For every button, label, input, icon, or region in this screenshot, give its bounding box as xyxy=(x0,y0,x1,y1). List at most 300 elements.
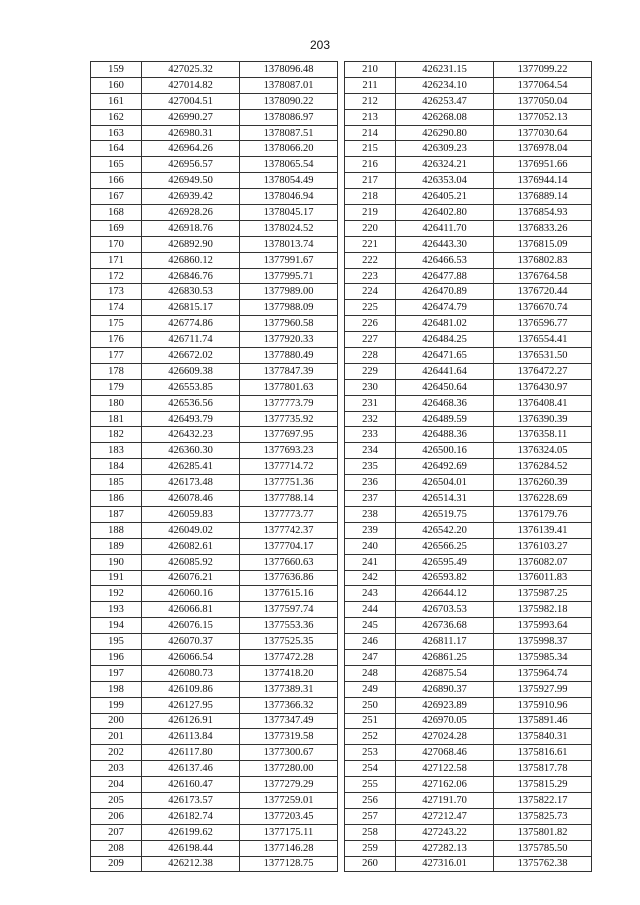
table-row xyxy=(91,77,338,93)
y-coordinate-cell: 1377788.14 xyxy=(240,491,338,507)
y-coordinate-cell: 1376944.14 xyxy=(494,173,592,189)
x-coordinate-cell: 426964.26 xyxy=(142,141,240,157)
y-coordinate-cell: 1378045.17 xyxy=(240,205,338,221)
x-coordinate-cell: 426488.36 xyxy=(396,427,494,443)
table-row xyxy=(345,586,592,602)
table-row xyxy=(91,618,338,634)
point-number-cell: 185 xyxy=(91,475,142,491)
y-coordinate-cell: 1376284.52 xyxy=(494,459,592,475)
x-coordinate-cell: 426309.23 xyxy=(396,141,494,157)
x-coordinate-cell: 427191.70 xyxy=(396,792,494,808)
x-coordinate-cell: 426595.49 xyxy=(396,554,494,570)
x-coordinate-cell: 426082.61 xyxy=(142,538,240,554)
table-row xyxy=(345,634,592,650)
x-coordinate-cell: 426253.47 xyxy=(396,93,494,109)
y-coordinate-cell: 1375927.99 xyxy=(494,681,592,697)
y-coordinate-cell: 1377300.67 xyxy=(240,745,338,761)
y-coordinate-cell: 1377050.04 xyxy=(494,93,592,109)
y-coordinate-cell: 1377693.23 xyxy=(240,443,338,459)
point-number-cell: 197 xyxy=(91,665,142,681)
x-coordinate-cell: 426076.15 xyxy=(142,618,240,634)
y-coordinate-cell: 1377128.75 xyxy=(240,856,338,872)
y-coordinate-cell: 1378013.74 xyxy=(240,236,338,252)
point-number-cell: 222 xyxy=(345,252,396,268)
point-number-cell: 175 xyxy=(91,316,142,332)
x-coordinate-cell: 426173.57 xyxy=(142,792,240,808)
y-coordinate-cell: 1377319.58 xyxy=(240,729,338,745)
point-number-cell: 227 xyxy=(345,332,396,348)
point-number-cell: 208 xyxy=(91,840,142,856)
point-number-cell: 186 xyxy=(91,491,142,507)
x-coordinate-cell: 426353.04 xyxy=(396,173,494,189)
table-row xyxy=(91,363,338,379)
y-coordinate-cell: 1376815.09 xyxy=(494,236,592,252)
x-coordinate-cell: 426860.12 xyxy=(142,252,240,268)
x-coordinate-cell: 426553.85 xyxy=(142,379,240,395)
y-coordinate-cell: 1376011.83 xyxy=(494,570,592,586)
table-row xyxy=(345,856,592,872)
table-row xyxy=(91,459,338,475)
y-coordinate-cell: 1377660.63 xyxy=(240,554,338,570)
x-coordinate-cell: 426198.44 xyxy=(142,840,240,856)
point-number-cell: 191 xyxy=(91,570,142,586)
point-number-cell: 162 xyxy=(91,109,142,125)
table-row xyxy=(345,379,592,395)
table-row xyxy=(91,665,338,681)
x-coordinate-cell: 426519.75 xyxy=(396,506,494,522)
y-coordinate-cell: 1377801.63 xyxy=(240,379,338,395)
x-coordinate-cell: 426711.74 xyxy=(142,332,240,348)
y-coordinate-cell: 1375840.31 xyxy=(494,729,592,745)
table-row xyxy=(345,77,592,93)
table-row xyxy=(91,411,338,427)
table-row xyxy=(91,538,338,554)
y-coordinate-cell: 1377175.11 xyxy=(240,824,338,840)
x-coordinate-cell: 426489.59 xyxy=(396,411,494,427)
point-number-cell: 226 xyxy=(345,316,396,332)
x-coordinate-cell: 426199.62 xyxy=(142,824,240,840)
x-coordinate-cell: 426484.25 xyxy=(396,332,494,348)
y-coordinate-cell: 1377099.22 xyxy=(494,62,592,78)
y-coordinate-cell: 1377991.67 xyxy=(240,252,338,268)
point-number-cell: 243 xyxy=(345,586,396,602)
x-coordinate-cell: 426514.31 xyxy=(396,491,494,507)
x-coordinate-cell: 427316.01 xyxy=(396,856,494,872)
x-coordinate-cell: 426324.21 xyxy=(396,157,494,173)
x-coordinate-cell: 426290.80 xyxy=(396,125,494,141)
point-number-cell: 247 xyxy=(345,649,396,665)
x-coordinate-cell: 426493.79 xyxy=(142,411,240,427)
y-coordinate-cell: 1377472.28 xyxy=(240,649,338,665)
table-row xyxy=(345,93,592,109)
table-row xyxy=(91,379,338,395)
y-coordinate-cell: 1377203.45 xyxy=(240,808,338,824)
x-coordinate-cell: 426160.47 xyxy=(142,777,240,793)
table-row xyxy=(91,348,338,364)
x-coordinate-cell: 426609.38 xyxy=(142,363,240,379)
point-number-cell: 258 xyxy=(345,824,396,840)
table-row xyxy=(345,284,592,300)
point-number-cell: 173 xyxy=(91,284,142,300)
point-number-cell: 244 xyxy=(345,602,396,618)
x-coordinate-cell: 426500.16 xyxy=(396,443,494,459)
table-row xyxy=(91,300,338,316)
y-coordinate-cell: 1377714.72 xyxy=(240,459,338,475)
table-row xyxy=(91,713,338,729)
point-number-cell: 209 xyxy=(91,856,142,872)
y-coordinate-cell: 1375817.78 xyxy=(494,761,592,777)
y-coordinate-cell: 1378046.94 xyxy=(240,189,338,205)
table-row xyxy=(91,268,338,284)
point-number-cell: 204 xyxy=(91,777,142,793)
y-coordinate-cell: 1376802.83 xyxy=(494,252,592,268)
y-coordinate-cell: 1375762.38 xyxy=(494,856,592,872)
point-number-cell: 252 xyxy=(345,729,396,745)
point-number-cell: 223 xyxy=(345,268,396,284)
x-coordinate-cell: 426080.73 xyxy=(142,665,240,681)
point-number-cell: 250 xyxy=(345,697,396,713)
x-coordinate-cell: 426070.37 xyxy=(142,634,240,650)
x-coordinate-cell: 427025.32 xyxy=(142,62,240,78)
table-row xyxy=(91,220,338,236)
table-row xyxy=(91,840,338,856)
table-row xyxy=(91,634,338,650)
table-row xyxy=(345,427,592,443)
table-row xyxy=(91,125,338,141)
x-coordinate-cell: 426066.54 xyxy=(142,649,240,665)
point-number-cell: 238 xyxy=(345,506,396,522)
y-coordinate-cell: 1376978.04 xyxy=(494,141,592,157)
table-row xyxy=(345,236,592,252)
x-coordinate-cell: 426471.65 xyxy=(396,348,494,364)
x-coordinate-cell: 426542.20 xyxy=(396,522,494,538)
point-number-cell: 181 xyxy=(91,411,142,427)
y-coordinate-cell: 1377615.16 xyxy=(240,586,338,602)
point-number-cell: 170 xyxy=(91,236,142,252)
x-coordinate-cell: 426085.92 xyxy=(142,554,240,570)
table-row xyxy=(91,284,338,300)
y-coordinate-cell: 1376390.39 xyxy=(494,411,592,427)
point-number-cell: 201 xyxy=(91,729,142,745)
coordinates-table-right xyxy=(344,61,592,872)
point-number-cell: 256 xyxy=(345,792,396,808)
table-row xyxy=(91,554,338,570)
x-coordinate-cell: 426432.23 xyxy=(142,427,240,443)
table-row xyxy=(345,220,592,236)
point-number-cell: 218 xyxy=(345,189,396,205)
x-coordinate-cell: 426593.82 xyxy=(396,570,494,586)
x-coordinate-cell: 426411.70 xyxy=(396,220,494,236)
y-coordinate-cell: 1378024.52 xyxy=(240,220,338,236)
x-coordinate-cell: 426117.80 xyxy=(142,745,240,761)
y-coordinate-cell: 1377389.31 xyxy=(240,681,338,697)
table-row xyxy=(345,506,592,522)
x-coordinate-cell: 426137.46 xyxy=(142,761,240,777)
table-row xyxy=(91,205,338,221)
table-row xyxy=(345,808,592,824)
y-coordinate-cell: 1376554.41 xyxy=(494,332,592,348)
table-row xyxy=(345,443,592,459)
point-number-cell: 184 xyxy=(91,459,142,475)
y-coordinate-cell: 1376596.77 xyxy=(494,316,592,332)
point-number-cell: 166 xyxy=(91,173,142,189)
y-coordinate-cell: 1376472.27 xyxy=(494,363,592,379)
point-number-cell: 241 xyxy=(345,554,396,570)
table-row xyxy=(91,745,338,761)
x-coordinate-cell: 426234.10 xyxy=(396,77,494,93)
point-number-cell: 203 xyxy=(91,761,142,777)
x-coordinate-cell: 426441.64 xyxy=(396,363,494,379)
table-row xyxy=(91,570,338,586)
y-coordinate-cell: 1376854.93 xyxy=(494,205,592,221)
table-row xyxy=(345,332,592,348)
table-body xyxy=(345,62,592,872)
y-coordinate-cell: 1377146.28 xyxy=(240,840,338,856)
point-number-cell: 240 xyxy=(345,538,396,554)
y-coordinate-cell: 1376358.11 xyxy=(494,427,592,443)
point-number-cell: 202 xyxy=(91,745,142,761)
y-coordinate-cell: 1376889.14 xyxy=(494,189,592,205)
point-number-cell: 224 xyxy=(345,284,396,300)
table-body xyxy=(91,62,338,872)
table-row xyxy=(345,792,592,808)
point-number-cell: 231 xyxy=(345,395,396,411)
y-coordinate-cell: 1377704.17 xyxy=(240,538,338,554)
y-coordinate-cell: 1377742.37 xyxy=(240,522,338,538)
y-coordinate-cell: 1375825.73 xyxy=(494,808,592,824)
y-coordinate-cell: 1377735.92 xyxy=(240,411,338,427)
table-row xyxy=(345,300,592,316)
point-number-cell: 168 xyxy=(91,205,142,221)
y-coordinate-cell: 1377920.33 xyxy=(240,332,338,348)
x-coordinate-cell: 426113.84 xyxy=(142,729,240,745)
table-row xyxy=(91,649,338,665)
x-coordinate-cell: 426861.25 xyxy=(396,649,494,665)
table-row xyxy=(91,808,338,824)
y-coordinate-cell: 1375998.37 xyxy=(494,634,592,650)
point-number-cell: 187 xyxy=(91,506,142,522)
table-row xyxy=(345,554,592,570)
x-coordinate-cell: 426939.42 xyxy=(142,189,240,205)
x-coordinate-cell: 427212.47 xyxy=(396,808,494,824)
table-row xyxy=(345,459,592,475)
x-coordinate-cell: 426481.02 xyxy=(396,316,494,332)
table-row xyxy=(345,348,592,364)
table-row xyxy=(91,792,338,808)
y-coordinate-cell: 1377960.58 xyxy=(240,316,338,332)
y-coordinate-cell: 1376430.97 xyxy=(494,379,592,395)
x-coordinate-cell: 426049.02 xyxy=(142,522,240,538)
point-number-cell: 236 xyxy=(345,475,396,491)
table-row xyxy=(91,602,338,618)
x-coordinate-cell: 426127.95 xyxy=(142,697,240,713)
point-number-cell: 172 xyxy=(91,268,142,284)
table-row xyxy=(345,697,592,713)
x-coordinate-cell: 426736.68 xyxy=(396,618,494,634)
table-row xyxy=(345,618,592,634)
point-number-cell: 177 xyxy=(91,348,142,364)
x-coordinate-cell: 426672.02 xyxy=(142,348,240,364)
x-coordinate-cell: 426182.74 xyxy=(142,808,240,824)
x-coordinate-cell: 426811.17 xyxy=(396,634,494,650)
y-coordinate-cell: 1376720.44 xyxy=(494,284,592,300)
point-number-cell: 192 xyxy=(91,586,142,602)
point-number-cell: 205 xyxy=(91,792,142,808)
point-number-cell: 255 xyxy=(345,777,396,793)
y-coordinate-cell: 1376951.66 xyxy=(494,157,592,173)
point-number-cell: 180 xyxy=(91,395,142,411)
x-coordinate-cell: 426466.53 xyxy=(396,252,494,268)
point-number-cell: 260 xyxy=(345,856,396,872)
y-coordinate-cell: 1377052.13 xyxy=(494,109,592,125)
table-row xyxy=(91,506,338,522)
point-number-cell: 200 xyxy=(91,713,142,729)
table-row xyxy=(91,427,338,443)
y-coordinate-cell: 1376764.58 xyxy=(494,268,592,284)
table-row xyxy=(91,93,338,109)
page-number: 203 xyxy=(309,38,331,52)
table-row xyxy=(345,761,592,777)
point-number-cell: 193 xyxy=(91,602,142,618)
point-number-cell: 183 xyxy=(91,443,142,459)
table-row xyxy=(345,522,592,538)
table-row xyxy=(91,157,338,173)
point-number-cell: 198 xyxy=(91,681,142,697)
point-number-cell: 239 xyxy=(345,522,396,538)
x-coordinate-cell: 427243.22 xyxy=(396,824,494,840)
y-coordinate-cell: 1377847.39 xyxy=(240,363,338,379)
x-coordinate-cell: 427004.51 xyxy=(142,93,240,109)
point-number-cell: 220 xyxy=(345,220,396,236)
x-coordinate-cell: 426066.81 xyxy=(142,602,240,618)
point-number-cell: 174 xyxy=(91,300,142,316)
x-coordinate-cell: 427162.06 xyxy=(396,777,494,793)
y-coordinate-cell: 1377751.36 xyxy=(240,475,338,491)
y-coordinate-cell: 1376531.50 xyxy=(494,348,592,364)
table-row xyxy=(91,236,338,252)
table-row xyxy=(345,363,592,379)
y-coordinate-cell: 1378087.51 xyxy=(240,125,338,141)
table-row xyxy=(91,109,338,125)
point-number-cell: 195 xyxy=(91,634,142,650)
y-coordinate-cell: 1377988.09 xyxy=(240,300,338,316)
table-row xyxy=(345,729,592,745)
x-coordinate-cell: 427122.58 xyxy=(396,761,494,777)
y-coordinate-cell: 1377347.49 xyxy=(240,713,338,729)
y-coordinate-cell: 1377280.00 xyxy=(240,761,338,777)
point-number-cell: 161 xyxy=(91,93,142,109)
table-row xyxy=(91,395,338,411)
y-coordinate-cell: 1378090.22 xyxy=(240,93,338,109)
point-number-cell: 165 xyxy=(91,157,142,173)
coordinates-table-left xyxy=(90,61,338,872)
x-coordinate-cell: 426644.12 xyxy=(396,586,494,602)
y-coordinate-cell: 1376670.74 xyxy=(494,300,592,316)
x-coordinate-cell: 426980.31 xyxy=(142,125,240,141)
table-row xyxy=(91,729,338,745)
point-number-cell: 160 xyxy=(91,77,142,93)
y-coordinate-cell: 1377636.86 xyxy=(240,570,338,586)
table-row xyxy=(345,395,592,411)
table-row xyxy=(345,62,592,78)
point-number-cell: 194 xyxy=(91,618,142,634)
table-row xyxy=(345,824,592,840)
x-coordinate-cell: 426060.16 xyxy=(142,586,240,602)
x-coordinate-cell: 426443.30 xyxy=(396,236,494,252)
table-row xyxy=(91,824,338,840)
table-row xyxy=(91,62,338,78)
x-coordinate-cell: 427014.82 xyxy=(142,77,240,93)
x-coordinate-cell: 426231.15 xyxy=(396,62,494,78)
point-number-cell: 199 xyxy=(91,697,142,713)
table-row xyxy=(345,681,592,697)
table-row xyxy=(345,538,592,554)
y-coordinate-cell: 1376408.41 xyxy=(494,395,592,411)
x-coordinate-cell: 426990.27 xyxy=(142,109,240,125)
x-coordinate-cell: 426059.83 xyxy=(142,506,240,522)
y-coordinate-cell: 1378096.48 xyxy=(240,62,338,78)
point-number-cell: 213 xyxy=(345,109,396,125)
point-number-cell: 246 xyxy=(345,634,396,650)
table-row xyxy=(345,189,592,205)
x-coordinate-cell: 426774.86 xyxy=(142,316,240,332)
y-coordinate-cell: 1375822.17 xyxy=(494,792,592,808)
x-coordinate-cell: 426477.88 xyxy=(396,268,494,284)
y-coordinate-cell: 1375982.18 xyxy=(494,602,592,618)
table-row xyxy=(91,475,338,491)
point-number-cell: 217 xyxy=(345,173,396,189)
y-coordinate-cell: 1377697.95 xyxy=(240,427,338,443)
x-coordinate-cell: 426566.25 xyxy=(396,538,494,554)
table-row xyxy=(345,840,592,856)
table-row xyxy=(345,665,592,681)
x-coordinate-cell: 426126.91 xyxy=(142,713,240,729)
y-coordinate-cell: 1376228.69 xyxy=(494,491,592,507)
x-coordinate-cell: 426109.86 xyxy=(142,681,240,697)
x-coordinate-cell: 426285.41 xyxy=(142,459,240,475)
table-row xyxy=(345,141,592,157)
x-coordinate-cell: 426076.21 xyxy=(142,570,240,586)
x-coordinate-cell: 426492.69 xyxy=(396,459,494,475)
point-number-cell: 249 xyxy=(345,681,396,697)
x-coordinate-cell: 426830.53 xyxy=(142,284,240,300)
table-row xyxy=(91,316,338,332)
x-coordinate-cell: 426846.76 xyxy=(142,268,240,284)
point-number-cell: 189 xyxy=(91,538,142,554)
x-coordinate-cell: 426450.64 xyxy=(396,379,494,395)
y-coordinate-cell: 1377995.71 xyxy=(240,268,338,284)
table-row xyxy=(345,649,592,665)
x-coordinate-cell: 426360.30 xyxy=(142,443,240,459)
point-number-cell: 219 xyxy=(345,205,396,221)
x-coordinate-cell: 426923.89 xyxy=(396,697,494,713)
y-coordinate-cell: 1377259.01 xyxy=(240,792,338,808)
x-coordinate-cell: 426504.01 xyxy=(396,475,494,491)
point-number-cell: 253 xyxy=(345,745,396,761)
y-coordinate-cell: 1377553.36 xyxy=(240,618,338,634)
y-coordinate-cell: 1375987.25 xyxy=(494,586,592,602)
y-coordinate-cell: 1375910.96 xyxy=(494,697,592,713)
point-number-cell: 169 xyxy=(91,220,142,236)
point-number-cell: 212 xyxy=(345,93,396,109)
y-coordinate-cell: 1377366.32 xyxy=(240,697,338,713)
point-number-cell: 164 xyxy=(91,141,142,157)
y-coordinate-cell: 1376324.05 xyxy=(494,443,592,459)
table-row xyxy=(91,332,338,348)
point-number-cell: 257 xyxy=(345,808,396,824)
point-number-cell: 251 xyxy=(345,713,396,729)
point-number-cell: 207 xyxy=(91,824,142,840)
